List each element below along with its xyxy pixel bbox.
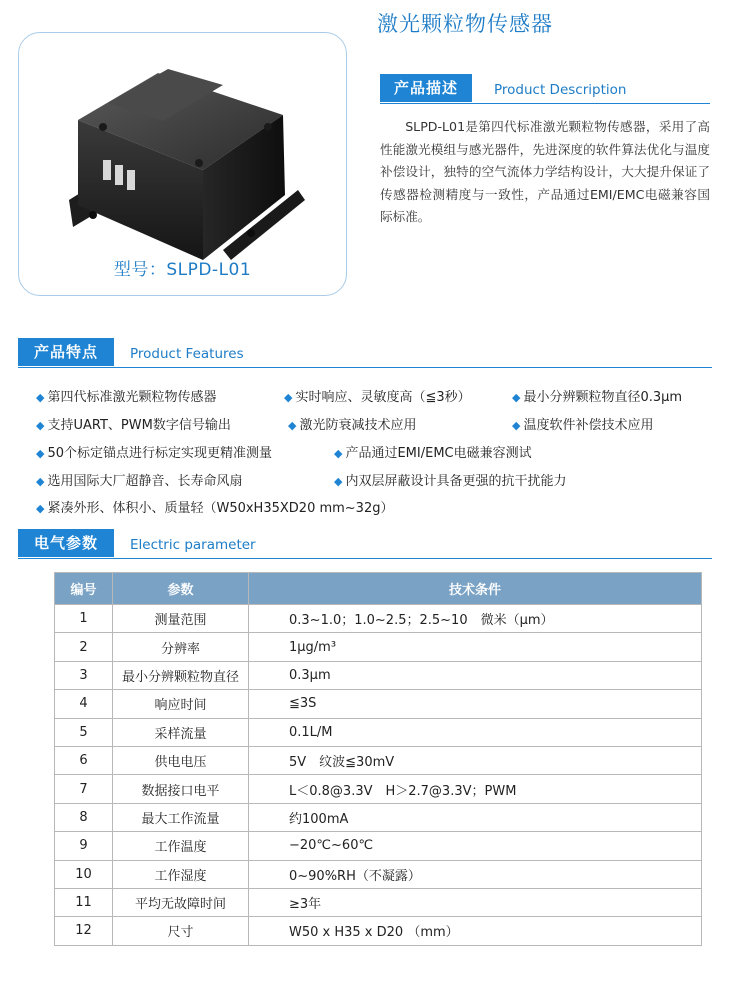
feature-item: ◆ 实时响应、灵敏度高（≦3秒）: [284, 390, 471, 405]
row-number: 8: [55, 803, 113, 831]
table-row: [55, 860, 702, 888]
feature-item: ◆ 最小分辨颗粒物直径0.3μm: [512, 390, 683, 405]
feature-item: ◆ 支持UART、PWM数字信号输出: [36, 418, 231, 433]
table-row: [55, 888, 702, 916]
table-row: [55, 746, 702, 774]
feature-item: ◆ 50个标定锚点进行标定实现更精准测量: [36, 446, 273, 461]
row-number: 10: [55, 860, 113, 888]
section-description-en: Product Description: [494, 82, 627, 98]
feature-item: ◆ 第四代标准激光颗粒物传感器: [36, 390, 217, 405]
diamond-bullet-icon: ◆: [36, 419, 45, 432]
section-description-header: [380, 74, 710, 104]
diamond-bullet-icon: ◆: [288, 419, 297, 432]
section-electric-tab: 电气参数: [18, 529, 114, 557]
section-electric-rule: [18, 558, 712, 559]
param-value: 0.3~1.0；1.0~2.5；2.5~10 微米（μm）: [249, 605, 702, 633]
param-value: W50 x H35 x D20 （mm）: [249, 917, 702, 945]
row-number: 9: [55, 832, 113, 860]
column-header: 参数: [113, 573, 249, 605]
table-row: [55, 690, 702, 718]
section-electric-header: [18, 529, 712, 559]
section-description-rule: [380, 103, 710, 104]
param-name: 最大工作流量: [113, 803, 249, 831]
column-header: 编号: [55, 573, 113, 605]
section-features-en: Product Features: [130, 346, 244, 362]
row-number: 5: [55, 718, 113, 746]
param-name: 尺寸: [113, 917, 249, 945]
section-description-tab: 产品描述: [380, 74, 472, 102]
feature-item: ◆ 选用国际大厂超静音、长寿命风扇: [36, 474, 243, 489]
table-header-row: [55, 573, 702, 605]
section-features-tab: 产品特点: [18, 338, 114, 366]
row-number: 1: [55, 605, 113, 633]
diamond-bullet-icon: ◆: [334, 475, 343, 488]
param-value: ≦3S: [249, 690, 702, 718]
param-name: 平均无故障时间: [113, 888, 249, 916]
param-name: 数据接口电平: [113, 775, 249, 803]
column-header: 技术条件: [249, 573, 702, 605]
param-name: 采样流量: [113, 718, 249, 746]
param-name: 分辨率: [113, 633, 249, 661]
param-name: 工作湿度: [113, 860, 249, 888]
table-row: [55, 775, 702, 803]
param-name: 最小分辨颗粒物直径: [113, 661, 249, 689]
section-electric-en: Electric parameter: [130, 537, 256, 553]
param-name: 测量范围: [113, 605, 249, 633]
product-description: [380, 116, 710, 229]
section-features-header: [18, 338, 712, 368]
feature-item: ◆ 内双层屏蔽设计具备更强的抗干扰能力: [334, 474, 567, 489]
diamond-bullet-icon: ◆: [36, 391, 45, 404]
table-row: [55, 917, 702, 945]
table-row: [55, 832, 702, 860]
table-row: [55, 718, 702, 746]
param-name: 响应时间: [113, 690, 249, 718]
row-number: 2: [55, 633, 113, 661]
diamond-bullet-icon: ◆: [512, 391, 521, 404]
param-value: 5V 纹波≦30mV: [249, 746, 702, 774]
param-value: ≥3年: [249, 888, 702, 916]
row-number: 7: [55, 775, 113, 803]
sensor-device-image: [63, 55, 313, 275]
page-title: 激光颗粒物传感器: [377, 12, 553, 36]
param-name: 工作温度: [113, 832, 249, 860]
description-text: SLPD-L01是第四代标准激光颗粒物传感器，采用了高性能激光模组与感光器件，先进深度的软件算法优化与温度补偿设计，独特的空气流体力学结构设计，大大提升保证了传感器检测精度与一致性，产品通过EMI/EMC电磁兼容国际标准。: [380, 119, 710, 224]
param-value: 0~90%RH（不凝露）: [249, 860, 702, 888]
table-row: [55, 803, 702, 831]
param-value: −20℃~60℃: [249, 832, 702, 860]
diamond-bullet-icon: ◆: [512, 419, 521, 432]
parameter-table: [54, 572, 702, 946]
diamond-bullet-icon: ◆: [334, 447, 343, 460]
row-number: 11: [55, 888, 113, 916]
param-value: L＜0.8@3.3V H＞2.7@3.3V；PWM: [249, 775, 702, 803]
diamond-bullet-icon: ◆: [36, 502, 45, 515]
row-number: 3: [55, 661, 113, 689]
model-label: 型号：SLPD-L01: [113, 260, 252, 280]
param-value: 1μg/m³: [249, 633, 702, 661]
table-row: [55, 661, 702, 689]
feature-item: ◆ 激光防衰减技术应用: [288, 418, 417, 433]
param-value: 0.3μm: [249, 661, 702, 689]
feature-item: ◆ 产品通过EMI/EMC电磁兼容测试: [334, 446, 532, 461]
row-number: 4: [55, 690, 113, 718]
section-features-rule: [18, 367, 712, 368]
diamond-bullet-icon: ◆: [36, 447, 45, 460]
param-value: 0.1L/M: [249, 718, 702, 746]
table-row: [55, 605, 702, 633]
row-number: 6: [55, 746, 113, 774]
product-image-card: [18, 32, 347, 296]
feature-item: ◆ 紧凑外形、体积小、质量轻（W50xH35XD20 mm~32g）: [36, 501, 394, 516]
table-row: [55, 633, 702, 661]
param-value: 约100mA: [249, 803, 702, 831]
diamond-bullet-icon: ◆: [284, 391, 293, 404]
diamond-bullet-icon: ◆: [36, 475, 45, 488]
feature-item: ◆ 温度软件补偿技术应用: [512, 418, 654, 433]
row-number: 12: [55, 917, 113, 945]
param-name: 供电电压: [113, 746, 249, 774]
